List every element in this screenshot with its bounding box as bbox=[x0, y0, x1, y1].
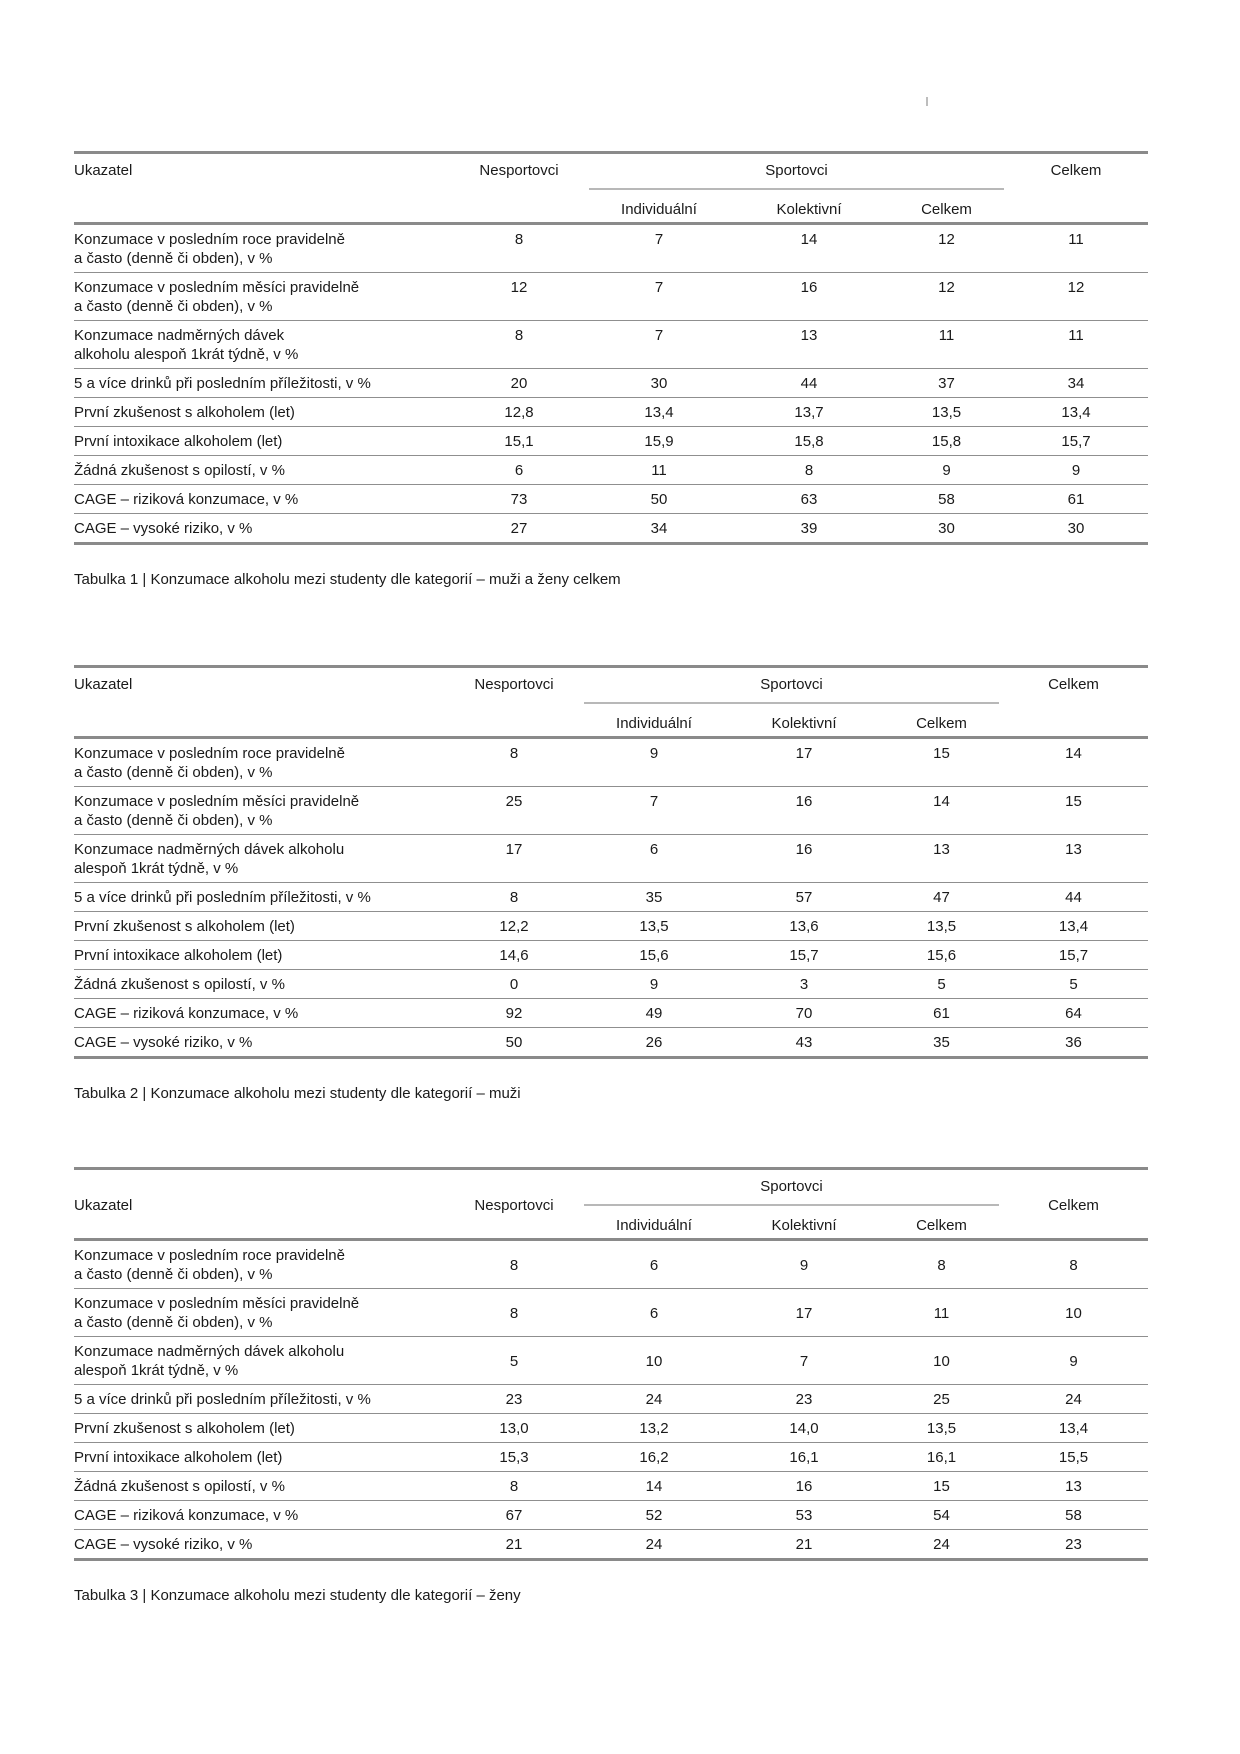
row-label: CAGE – riziková konzumace, v % bbox=[74, 999, 444, 1028]
row-label: 5 a více drinků při posledním příležitosti, v % bbox=[74, 1385, 444, 1414]
row-value: 49 bbox=[584, 999, 724, 1028]
row-value: 11 bbox=[1004, 224, 1148, 273]
row-value: 7 bbox=[589, 224, 729, 273]
row-value: 24 bbox=[999, 1385, 1148, 1414]
row-value: 23 bbox=[724, 1385, 884, 1414]
row-label: 5 a více drinků při posledním příležitosti, v % bbox=[74, 883, 444, 912]
row-value: 23 bbox=[444, 1385, 584, 1414]
header-label: Ukazatel bbox=[74, 667, 444, 738]
header-nonsport: Nesportovci bbox=[444, 667, 584, 738]
row-value: 10 bbox=[584, 1337, 724, 1385]
row-value: 6 bbox=[584, 1289, 724, 1337]
table-caption: Tabulka 3 | Konzumace alkoholu mezi studenty dle kategorií – ženy bbox=[74, 1587, 521, 1604]
table-row bbox=[74, 1472, 1148, 1501]
row-value: 50 bbox=[589, 485, 729, 514]
row-label: 5 a více drinků při posledním příležitosti, v % bbox=[74, 369, 449, 398]
row-value: 58 bbox=[889, 485, 1004, 514]
row-label: Konzumace nadměrných dávek alkoholu alespoň 1krát týdně, v % bbox=[74, 1337, 444, 1385]
row-value: 13,5 bbox=[889, 398, 1004, 427]
row-value: 27 bbox=[449, 514, 589, 544]
row-value: 13,6 bbox=[724, 912, 884, 941]
row-value: 12 bbox=[889, 224, 1004, 273]
row-value: 9 bbox=[584, 738, 724, 787]
row-value: 24 bbox=[884, 1530, 999, 1560]
group-divider bbox=[589, 188, 1004, 190]
row-value: 12 bbox=[1004, 273, 1148, 321]
row-value: 9 bbox=[724, 1240, 884, 1289]
row-value: 15,1 bbox=[449, 427, 589, 456]
row-value: 43 bbox=[724, 1028, 884, 1058]
row-value: 8 bbox=[449, 321, 589, 369]
row-label: Žádná zkušenost s opilostí, v % bbox=[74, 1472, 444, 1501]
row-label: První intoxikace alkoholem (let) bbox=[74, 427, 449, 456]
row-value: 11 bbox=[884, 1289, 999, 1337]
row-value: 14 bbox=[884, 787, 999, 835]
table-row bbox=[74, 1337, 1148, 1385]
row-label: CAGE – vysoké riziko, v % bbox=[74, 1028, 444, 1058]
row-value: 14 bbox=[999, 738, 1148, 787]
data-table bbox=[74, 665, 1148, 1059]
row-value: 12 bbox=[449, 273, 589, 321]
row-label: CAGE – riziková konzumace, v % bbox=[74, 485, 449, 514]
row-label: Žádná zkušenost s opilostí, v % bbox=[74, 456, 449, 485]
row-label: Konzumace v posledním měsíci pravidelně a často (denně či obden), v % bbox=[74, 1289, 444, 1337]
row-value: 13,4 bbox=[589, 398, 729, 427]
row-value: 50 bbox=[444, 1028, 584, 1058]
table-body bbox=[74, 224, 1148, 544]
row-value: 16,1 bbox=[724, 1443, 884, 1472]
header-total: Celkem bbox=[1004, 153, 1148, 224]
row-value: 13,2 bbox=[584, 1414, 724, 1443]
row-value: 24 bbox=[584, 1530, 724, 1560]
table-row bbox=[74, 1028, 1148, 1058]
row-value: 15,7 bbox=[999, 941, 1148, 970]
header-collective: Kolektivní bbox=[724, 1210, 884, 1240]
row-value: 70 bbox=[724, 999, 884, 1028]
row-value: 13,5 bbox=[884, 912, 999, 941]
row-value: 30 bbox=[1004, 514, 1148, 544]
row-value: 15 bbox=[884, 738, 999, 787]
row-value: 14,6 bbox=[444, 941, 584, 970]
row-value: 14,0 bbox=[724, 1414, 884, 1443]
row-value: 24 bbox=[584, 1385, 724, 1414]
row-value: 8 bbox=[444, 883, 584, 912]
row-value: 15 bbox=[999, 787, 1148, 835]
row-value: 15,6 bbox=[584, 941, 724, 970]
row-value: 13,0 bbox=[444, 1414, 584, 1443]
row-label: První intoxikace alkoholem (let) bbox=[74, 941, 444, 970]
row-value: 35 bbox=[884, 1028, 999, 1058]
row-value: 15,3 bbox=[444, 1443, 584, 1472]
row-value: 13,5 bbox=[584, 912, 724, 941]
row-value: 30 bbox=[889, 514, 1004, 544]
row-value: 3 bbox=[724, 970, 884, 999]
row-value: 8 bbox=[444, 738, 584, 787]
header-nonsport: Nesportovci bbox=[444, 1169, 584, 1240]
row-value: 13 bbox=[999, 835, 1148, 883]
row-value: 15,8 bbox=[889, 427, 1004, 456]
table-row bbox=[74, 398, 1148, 427]
row-value: 10 bbox=[999, 1289, 1148, 1337]
row-value: 58 bbox=[999, 1501, 1148, 1530]
table-row bbox=[74, 321, 1148, 369]
header-collective: Kolektivní bbox=[724, 708, 884, 738]
row-value: 44 bbox=[999, 883, 1148, 912]
row-value: 13 bbox=[884, 835, 999, 883]
row-value: 7 bbox=[584, 787, 724, 835]
row-value: 25 bbox=[884, 1385, 999, 1414]
row-value: 15,8 bbox=[729, 427, 889, 456]
header-nonsport: Nesportovci bbox=[449, 153, 589, 224]
header-sport-total: Celkem bbox=[889, 194, 1004, 224]
row-value: 5 bbox=[444, 1337, 584, 1385]
row-value: 15,6 bbox=[884, 941, 999, 970]
row-label: První zkušenost s alkoholem (let) bbox=[74, 398, 449, 427]
table-3 bbox=[74, 1167, 1148, 1604]
table-body bbox=[74, 738, 1148, 1058]
table-row bbox=[74, 1289, 1148, 1337]
header-total: Celkem bbox=[999, 667, 1148, 738]
row-value: 8 bbox=[449, 224, 589, 273]
header-sport-group bbox=[584, 667, 999, 709]
row-value: 7 bbox=[724, 1337, 884, 1385]
header-label: Ukazatel bbox=[74, 153, 449, 224]
header-sport: Sportovci bbox=[760, 676, 823, 693]
row-value: 15,7 bbox=[1004, 427, 1148, 456]
row-label: Konzumace v posledním měsíci pravidelně a často (denně či obden), v % bbox=[74, 273, 449, 321]
table-row bbox=[74, 514, 1148, 544]
row-value: 9 bbox=[999, 1337, 1148, 1385]
row-value: 0 bbox=[444, 970, 584, 999]
table-row bbox=[74, 1443, 1148, 1472]
page-mark bbox=[926, 97, 928, 106]
header-sport-total: Celkem bbox=[884, 1210, 999, 1240]
row-value: 15,5 bbox=[999, 1443, 1148, 1472]
row-value: 25 bbox=[444, 787, 584, 835]
data-table bbox=[74, 151, 1148, 545]
row-value: 30 bbox=[589, 369, 729, 398]
row-value: 14 bbox=[729, 224, 889, 273]
row-value: 9 bbox=[1004, 456, 1148, 485]
table-1 bbox=[74, 151, 1148, 588]
row-value: 13 bbox=[729, 321, 889, 369]
table-row bbox=[74, 1240, 1148, 1289]
row-value: 13,4 bbox=[999, 912, 1148, 941]
row-value: 47 bbox=[884, 883, 999, 912]
row-value: 7 bbox=[589, 273, 729, 321]
table-row bbox=[74, 999, 1148, 1028]
row-value: 12,8 bbox=[449, 398, 589, 427]
row-value: 16,1 bbox=[884, 1443, 999, 1472]
row-value: 52 bbox=[584, 1501, 724, 1530]
row-value: 5 bbox=[999, 970, 1148, 999]
header-individual: Individuální bbox=[589, 194, 729, 224]
row-label: Žádná zkušenost s opilostí, v % bbox=[74, 970, 444, 999]
row-value: 73 bbox=[449, 485, 589, 514]
table-row bbox=[74, 427, 1148, 456]
table-caption: Tabulka 1 | Konzumace alkoholu mezi studenty dle kategorií – muži a ženy celkem bbox=[74, 571, 621, 588]
row-value: 16 bbox=[724, 787, 884, 835]
header-label: Ukazatel bbox=[74, 1169, 444, 1240]
row-value: 16,2 bbox=[584, 1443, 724, 1472]
row-value: 36 bbox=[999, 1028, 1148, 1058]
row-value: 13,4 bbox=[999, 1414, 1148, 1443]
row-value: 21 bbox=[444, 1530, 584, 1560]
row-value: 61 bbox=[1004, 485, 1148, 514]
row-value: 23 bbox=[999, 1530, 1148, 1560]
row-value: 7 bbox=[589, 321, 729, 369]
row-value: 11 bbox=[889, 321, 1004, 369]
table-row bbox=[74, 369, 1148, 398]
row-value: 35 bbox=[584, 883, 724, 912]
row-value: 8 bbox=[999, 1240, 1148, 1289]
row-value: 8 bbox=[729, 456, 889, 485]
table-body bbox=[74, 1240, 1148, 1560]
table-row bbox=[74, 456, 1148, 485]
table-caption: Tabulka 2 | Konzumace alkoholu mezi studenty dle kategorií – muži bbox=[74, 1085, 521, 1102]
row-value: 61 bbox=[884, 999, 999, 1028]
row-value: 39 bbox=[729, 514, 889, 544]
table-row bbox=[74, 224, 1148, 273]
row-value: 16 bbox=[724, 1472, 884, 1501]
row-value: 67 bbox=[444, 1501, 584, 1530]
row-value: 17 bbox=[444, 835, 584, 883]
group-divider bbox=[584, 1204, 999, 1206]
table-row bbox=[74, 1501, 1148, 1530]
row-value: 54 bbox=[884, 1501, 999, 1530]
row-value: 17 bbox=[724, 738, 884, 787]
header-sport: Sportovci bbox=[760, 1178, 823, 1195]
row-value: 8 bbox=[444, 1240, 584, 1289]
row-value: 34 bbox=[1004, 369, 1148, 398]
row-value: 11 bbox=[1004, 321, 1148, 369]
table-row bbox=[74, 1530, 1148, 1560]
header-sport-group bbox=[589, 153, 1004, 195]
row-value: 6 bbox=[584, 1240, 724, 1289]
row-value: 12,2 bbox=[444, 912, 584, 941]
row-value: 63 bbox=[729, 485, 889, 514]
row-label: Konzumace nadměrných dávek alkoholu alespoň 1krát týdně, v % bbox=[74, 321, 449, 369]
row-value: 15,7 bbox=[724, 941, 884, 970]
row-value: 21 bbox=[724, 1530, 884, 1560]
row-label: Konzumace v posledním roce pravidelně a často (denně či obden), v % bbox=[74, 1240, 444, 1289]
header-individual: Individuální bbox=[584, 708, 724, 738]
row-label: Konzumace v posledním roce pravidelně a často (denně či obden), v % bbox=[74, 224, 449, 273]
row-label: CAGE – vysoké riziko, v % bbox=[74, 514, 449, 544]
table-row bbox=[74, 738, 1148, 787]
row-value: 64 bbox=[999, 999, 1148, 1028]
row-value: 17 bbox=[724, 1289, 884, 1337]
row-value: 44 bbox=[729, 369, 889, 398]
row-label: Konzumace nadměrných dávek alkoholu alespoň 1krát týdně, v % bbox=[74, 835, 444, 883]
row-label: CAGE – vysoké riziko, v % bbox=[74, 1530, 444, 1560]
row-value: 6 bbox=[449, 456, 589, 485]
table-row bbox=[74, 835, 1148, 883]
row-value: 92 bbox=[444, 999, 584, 1028]
row-value: 8 bbox=[444, 1289, 584, 1337]
table-row bbox=[74, 970, 1148, 999]
row-value: 57 bbox=[724, 883, 884, 912]
row-value: 13 bbox=[999, 1472, 1148, 1501]
header-sport-total: Celkem bbox=[884, 708, 999, 738]
row-value: 12 bbox=[889, 273, 1004, 321]
header-sport: Sportovci bbox=[765, 162, 828, 179]
table-row bbox=[74, 485, 1148, 514]
row-label: CAGE – riziková konzumace, v % bbox=[74, 1501, 444, 1530]
row-value: 26 bbox=[584, 1028, 724, 1058]
row-value: 9 bbox=[584, 970, 724, 999]
row-value: 37 bbox=[889, 369, 1004, 398]
table-row bbox=[74, 1414, 1148, 1443]
header-individual: Individuální bbox=[584, 1210, 724, 1240]
row-value: 8 bbox=[444, 1472, 584, 1501]
row-value: 14 bbox=[584, 1472, 724, 1501]
data-table bbox=[74, 1167, 1148, 1561]
row-value: 15 bbox=[884, 1472, 999, 1501]
table-row bbox=[74, 912, 1148, 941]
group-divider bbox=[584, 702, 999, 704]
table-row bbox=[74, 1385, 1148, 1414]
row-value: 16 bbox=[729, 273, 889, 321]
row-value: 9 bbox=[889, 456, 1004, 485]
row-value: 15,9 bbox=[589, 427, 729, 456]
row-value: 13,7 bbox=[729, 398, 889, 427]
row-value: 34 bbox=[589, 514, 729, 544]
row-label: První zkušenost s alkoholem (let) bbox=[74, 1414, 444, 1443]
header-collective: Kolektivní bbox=[729, 194, 889, 224]
row-label: Konzumace v posledním roce pravidelně a často (denně či obden), v % bbox=[74, 738, 444, 787]
header-total: Celkem bbox=[999, 1169, 1148, 1240]
table-row bbox=[74, 941, 1148, 970]
row-value: 10 bbox=[884, 1337, 999, 1385]
row-value: 6 bbox=[584, 835, 724, 883]
row-value: 8 bbox=[884, 1240, 999, 1289]
row-value: 20 bbox=[449, 369, 589, 398]
row-label: První zkušenost s alkoholem (let) bbox=[74, 912, 444, 941]
row-label: První intoxikace alkoholem (let) bbox=[74, 1443, 444, 1472]
table-row bbox=[74, 883, 1148, 912]
row-value: 13,5 bbox=[884, 1414, 999, 1443]
row-value: 13,4 bbox=[1004, 398, 1148, 427]
row-value: 16 bbox=[724, 835, 884, 883]
row-label: Konzumace v posledním měsíci pravidelně a často (denně či obden), v % bbox=[74, 787, 444, 835]
row-value: 53 bbox=[724, 1501, 884, 1530]
table-2 bbox=[74, 665, 1148, 1102]
header-sport-group bbox=[584, 1169, 999, 1211]
table-row bbox=[74, 273, 1148, 321]
row-value: 5 bbox=[884, 970, 999, 999]
row-value: 11 bbox=[589, 456, 729, 485]
table-row bbox=[74, 787, 1148, 835]
